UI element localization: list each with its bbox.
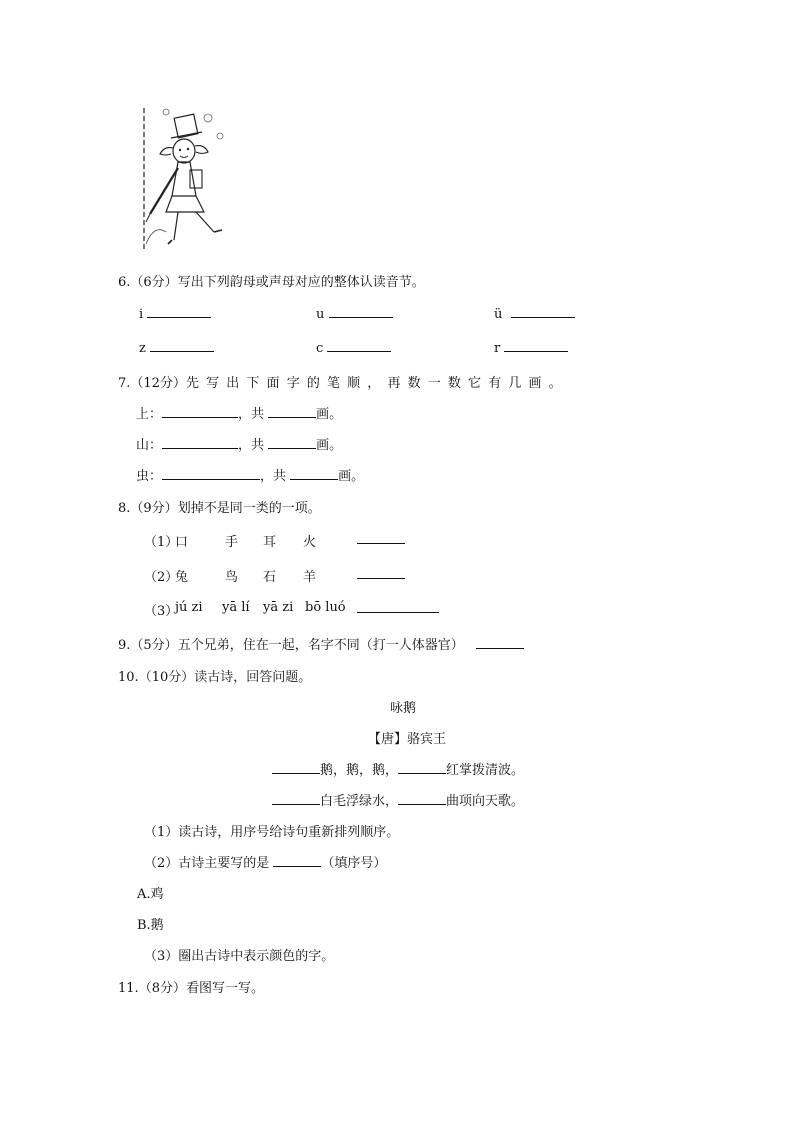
answer-blank[interactable]	[398, 792, 446, 805]
poem-author: 【唐】骆宾王	[368, 732, 447, 747]
answer-blank[interactable]	[357, 600, 439, 617]
q10-text: 读古诗，回答问题。	[194, 670, 312, 685]
answer-blank[interactable]	[150, 339, 214, 352]
answer-blank[interactable]	[327, 339, 391, 352]
q6-text: 写出下列韵母或声母对应的整体认读音节。	[177, 275, 425, 290]
q9-text: 五个兄弟，住在一起，名字不同（打一人体器官）	[177, 638, 464, 653]
q10-heading	[118, 666, 311, 685]
q11-text: 看图写一写。	[185, 981, 264, 996]
q6-item-u: u	[316, 305, 393, 322]
poem-title: 咏鹅	[390, 701, 417, 716]
q8-option[interactable]: 耳	[263, 535, 277, 550]
answer-blank[interactable]	[329, 305, 393, 318]
q6-number: 6.	[118, 275, 131, 290]
stroke-count-blank[interactable]	[268, 436, 316, 449]
q8-score: （9分）	[130, 501, 178, 516]
poem-line-1: 鹅，鹅，鹅， 红掌拨清波。	[272, 759, 524, 778]
q9-score: （5分）	[130, 638, 178, 653]
q10-sub-2: （2）古诗主要写的是 （填序号）	[144, 856, 387, 871]
answer-blank[interactable]	[357, 531, 405, 548]
q11-heading	[118, 977, 264, 996]
girl-pencil-illustration	[138, 104, 238, 254]
stroke-order-blank[interactable]	[162, 436, 238, 449]
q8-option[interactable]: yā zi	[263, 600, 294, 615]
q6-item-i: i	[139, 305, 211, 322]
answer-blank[interactable]	[357, 566, 405, 583]
q7-text: 先写出下面字的笔顺，再数一数它有几画。	[185, 376, 569, 391]
answer-blank[interactable]	[504, 339, 568, 352]
q8-option[interactable]: bō luó	[305, 600, 346, 615]
q8-option[interactable]: 口	[175, 535, 189, 550]
q8-option[interactable]: 鸟	[225, 570, 239, 585]
q10-option-b[interactable]: B.鹅	[137, 918, 164, 933]
q8-text: 划掉不是同一类的一项。	[177, 501, 321, 516]
q6-item-v: ü	[494, 305, 575, 322]
stroke-order-blank[interactable]	[162, 467, 260, 480]
q6-heading	[118, 271, 425, 290]
q8-option[interactable]: 兔	[175, 570, 189, 585]
stroke-count-blank[interactable]	[268, 405, 316, 418]
q11-number: 11.	[118, 981, 139, 996]
q11-score: （8分）	[138, 981, 186, 996]
q9-number: 9.	[118, 638, 131, 653]
q10-score: （10分）	[138, 670, 195, 685]
q7-heading	[118, 372, 569, 391]
q8-row-2-label: （2）	[144, 570, 179, 585]
q7-row-3: 虫： ，共 画。	[136, 469, 365, 484]
q10-option-a[interactable]: A.鸡	[137, 887, 164, 902]
q8-row-3-label: （3）	[144, 604, 179, 619]
stroke-count-blank[interactable]	[290, 467, 338, 480]
q7-row-2: 山： ，共 画。	[136, 438, 343, 453]
answer-blank[interactable]	[272, 761, 320, 774]
q8-option[interactable]: jú zi	[175, 600, 203, 615]
q9-heading	[118, 634, 524, 653]
q6-score: （6分）	[130, 275, 178, 290]
answer-blank[interactable]	[273, 854, 321, 867]
q7-score: （12分）	[130, 376, 186, 391]
q8-option[interactable]: 火	[303, 535, 317, 550]
poem-line-2: 白毛浮绿水， 曲项向天歌。	[272, 790, 524, 809]
q6-item-z: z	[139, 339, 214, 356]
q8-option[interactable]: 石	[263, 570, 277, 585]
q8-option[interactable]: yā lí	[222, 600, 250, 615]
q10-number: 10.	[118, 670, 139, 685]
q8-option[interactable]: 手	[225, 535, 239, 550]
q6-item-r: r	[494, 339, 568, 356]
answer-blank[interactable]	[476, 636, 524, 649]
q7-row-1: 上： ，共 画。	[136, 407, 343, 422]
q8-number: 8.	[118, 501, 131, 516]
q8-row-1-label: （1）	[144, 535, 179, 550]
q6-item-c: c	[316, 339, 391, 356]
q10-sub-1: （1）读古诗，用序号给诗句重新排列顺序。	[144, 825, 400, 840]
stroke-order-blank[interactable]	[162, 405, 238, 418]
answer-blank[interactable]	[272, 792, 320, 805]
q8-option[interactable]: 羊	[303, 570, 317, 585]
answer-blank[interactable]	[398, 761, 446, 774]
q7-number: 7.	[118, 376, 131, 391]
q8-heading	[118, 497, 321, 516]
q10-sub-3: （3）圈出古诗中表示颜色的字。	[144, 949, 335, 964]
answer-blank[interactable]	[147, 305, 211, 318]
answer-blank[interactable]	[511, 305, 575, 318]
